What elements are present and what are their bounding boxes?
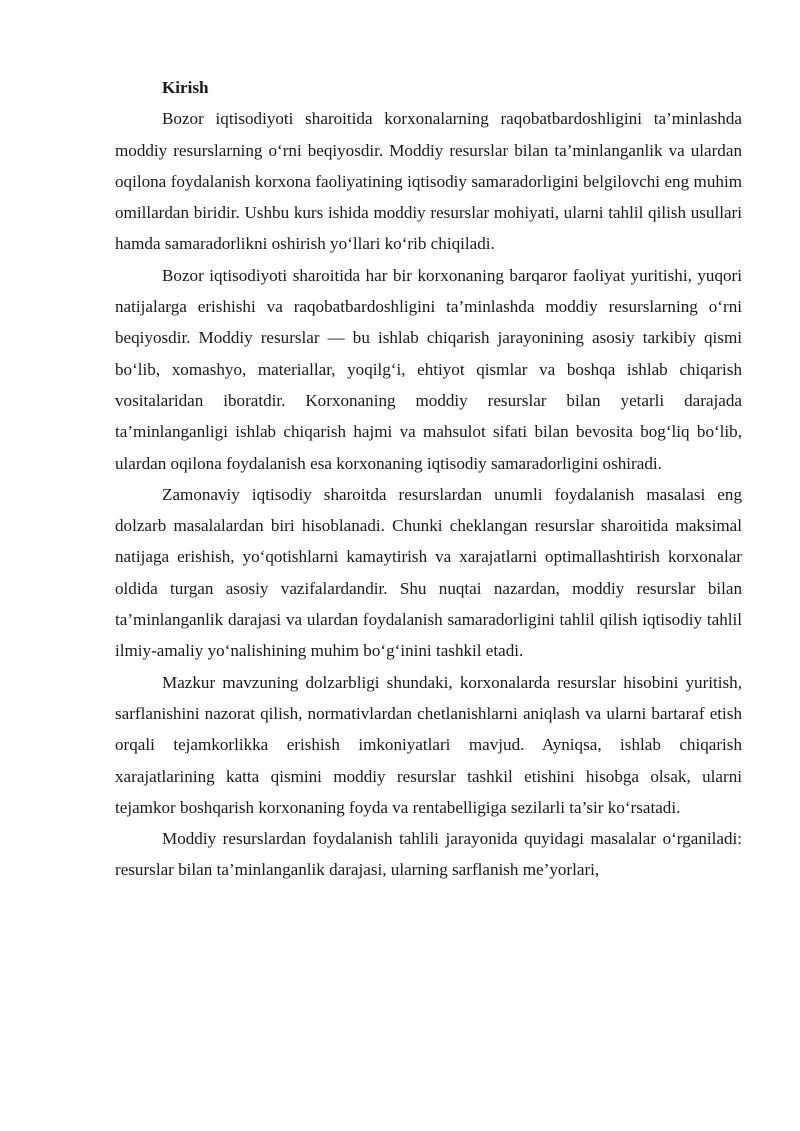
document-body [115,72,742,886]
paragraph-2: Bozor iqtisodiyoti sharoitida har bir korxonaning barqaror faoliyat yuritishi, yuqori natijalarga erishishi va raqobatbardoshligini ta’minlashda moddiy resurslarning o‘rni beqiyosdir. Moddiy resurslar — bu ishlab chiqarish jarayonining asosiy tarkibiy qismi bo‘lib, xomashyo, materiallar, yoqilg‘i, ehtiyot qismlar va boshqa ishlab chiqarish vositalaridan iboratdir. Korxonaning moddiy resurslar bilan yetarli darajada ta’minlanganligi ishlab chiqarish hajmi va mahsulot sifati bilan bevosita bog‘liq bo‘lib, ulardan oqilona foydalanish esa korxonaning iqtisodiy samaradorligini oshiradi. [115,265,742,473]
section-heading: Kirish [162,78,209,97]
paragraph-5: Moddiy resurslardan foydalanish tahlili jarayonida quyidagi masalalar o‘rganiladi: resurslar bilan ta’minlanganlik darajasi, ularning sarflanish me’yorlari, [115,829,742,880]
paragraph-1: Bozor iqtisodiyoti sharoitida korxonalarning raqobatbardoshligini ta’minlashda moddiy resurslarning o‘rni beqiyosdir. Moddiy resurslar bilan ta’minlanganlik va ulardan oqilona foydalanish korxona faoliyatining iqtisodiy samaradorligini belgilovchi eng muhim omillardan biridir. Ushbu kurs ishida moddiy resurslar mohiyati, ularni tahlil qilish usullari hamda samaradorlikni oshirish yo‘llari ko‘rib chiqiladi. [115,109,742,254]
paragraph-3: Zamonaviy iqtisodiy sharoitda resurslardan unumli foydalanish masalasi eng dolzarb masalalardan biri hisoblanadi. Chunki cheklangan resurslar sharoitida maksimal natijaga erishish, yo‘qotishlarni kamaytirish va xarajatlarni optimallashtirish korxonalar oldida turgan asosiy vazifalardandir. Shu nuqtai nazardan, moddiy resurslar bilan ta’minlanganlik darajasi va ulardan foydalanish samaradorligini tahlil qilish iqtisodiy tahlil ilmiy-amaliy yo‘nalishining muhim bo‘g‘inini tashkil etadi. [115,484,742,661]
paragraph-4: Mazkur mavzuning dolzarbligi shundaki, korxonalarda resurslar hisobini yuritish, sarflanishini nazorat qilish, normativlardan chetlanishlarni aniqlash va ularni bartaraf etish orqali tejamkorlikka erishish imkoniyatlari mavjud. Ayniqsa, ishlab chiqarish xarajatlarining katta qismini moddiy resurslar tashkil etishini hisobga olsak, ularni tejamkor boshqarish korxonaning foyda va rentabelligiga sezilarli ta’sir ko‘rsatadi. [115,672,742,817]
